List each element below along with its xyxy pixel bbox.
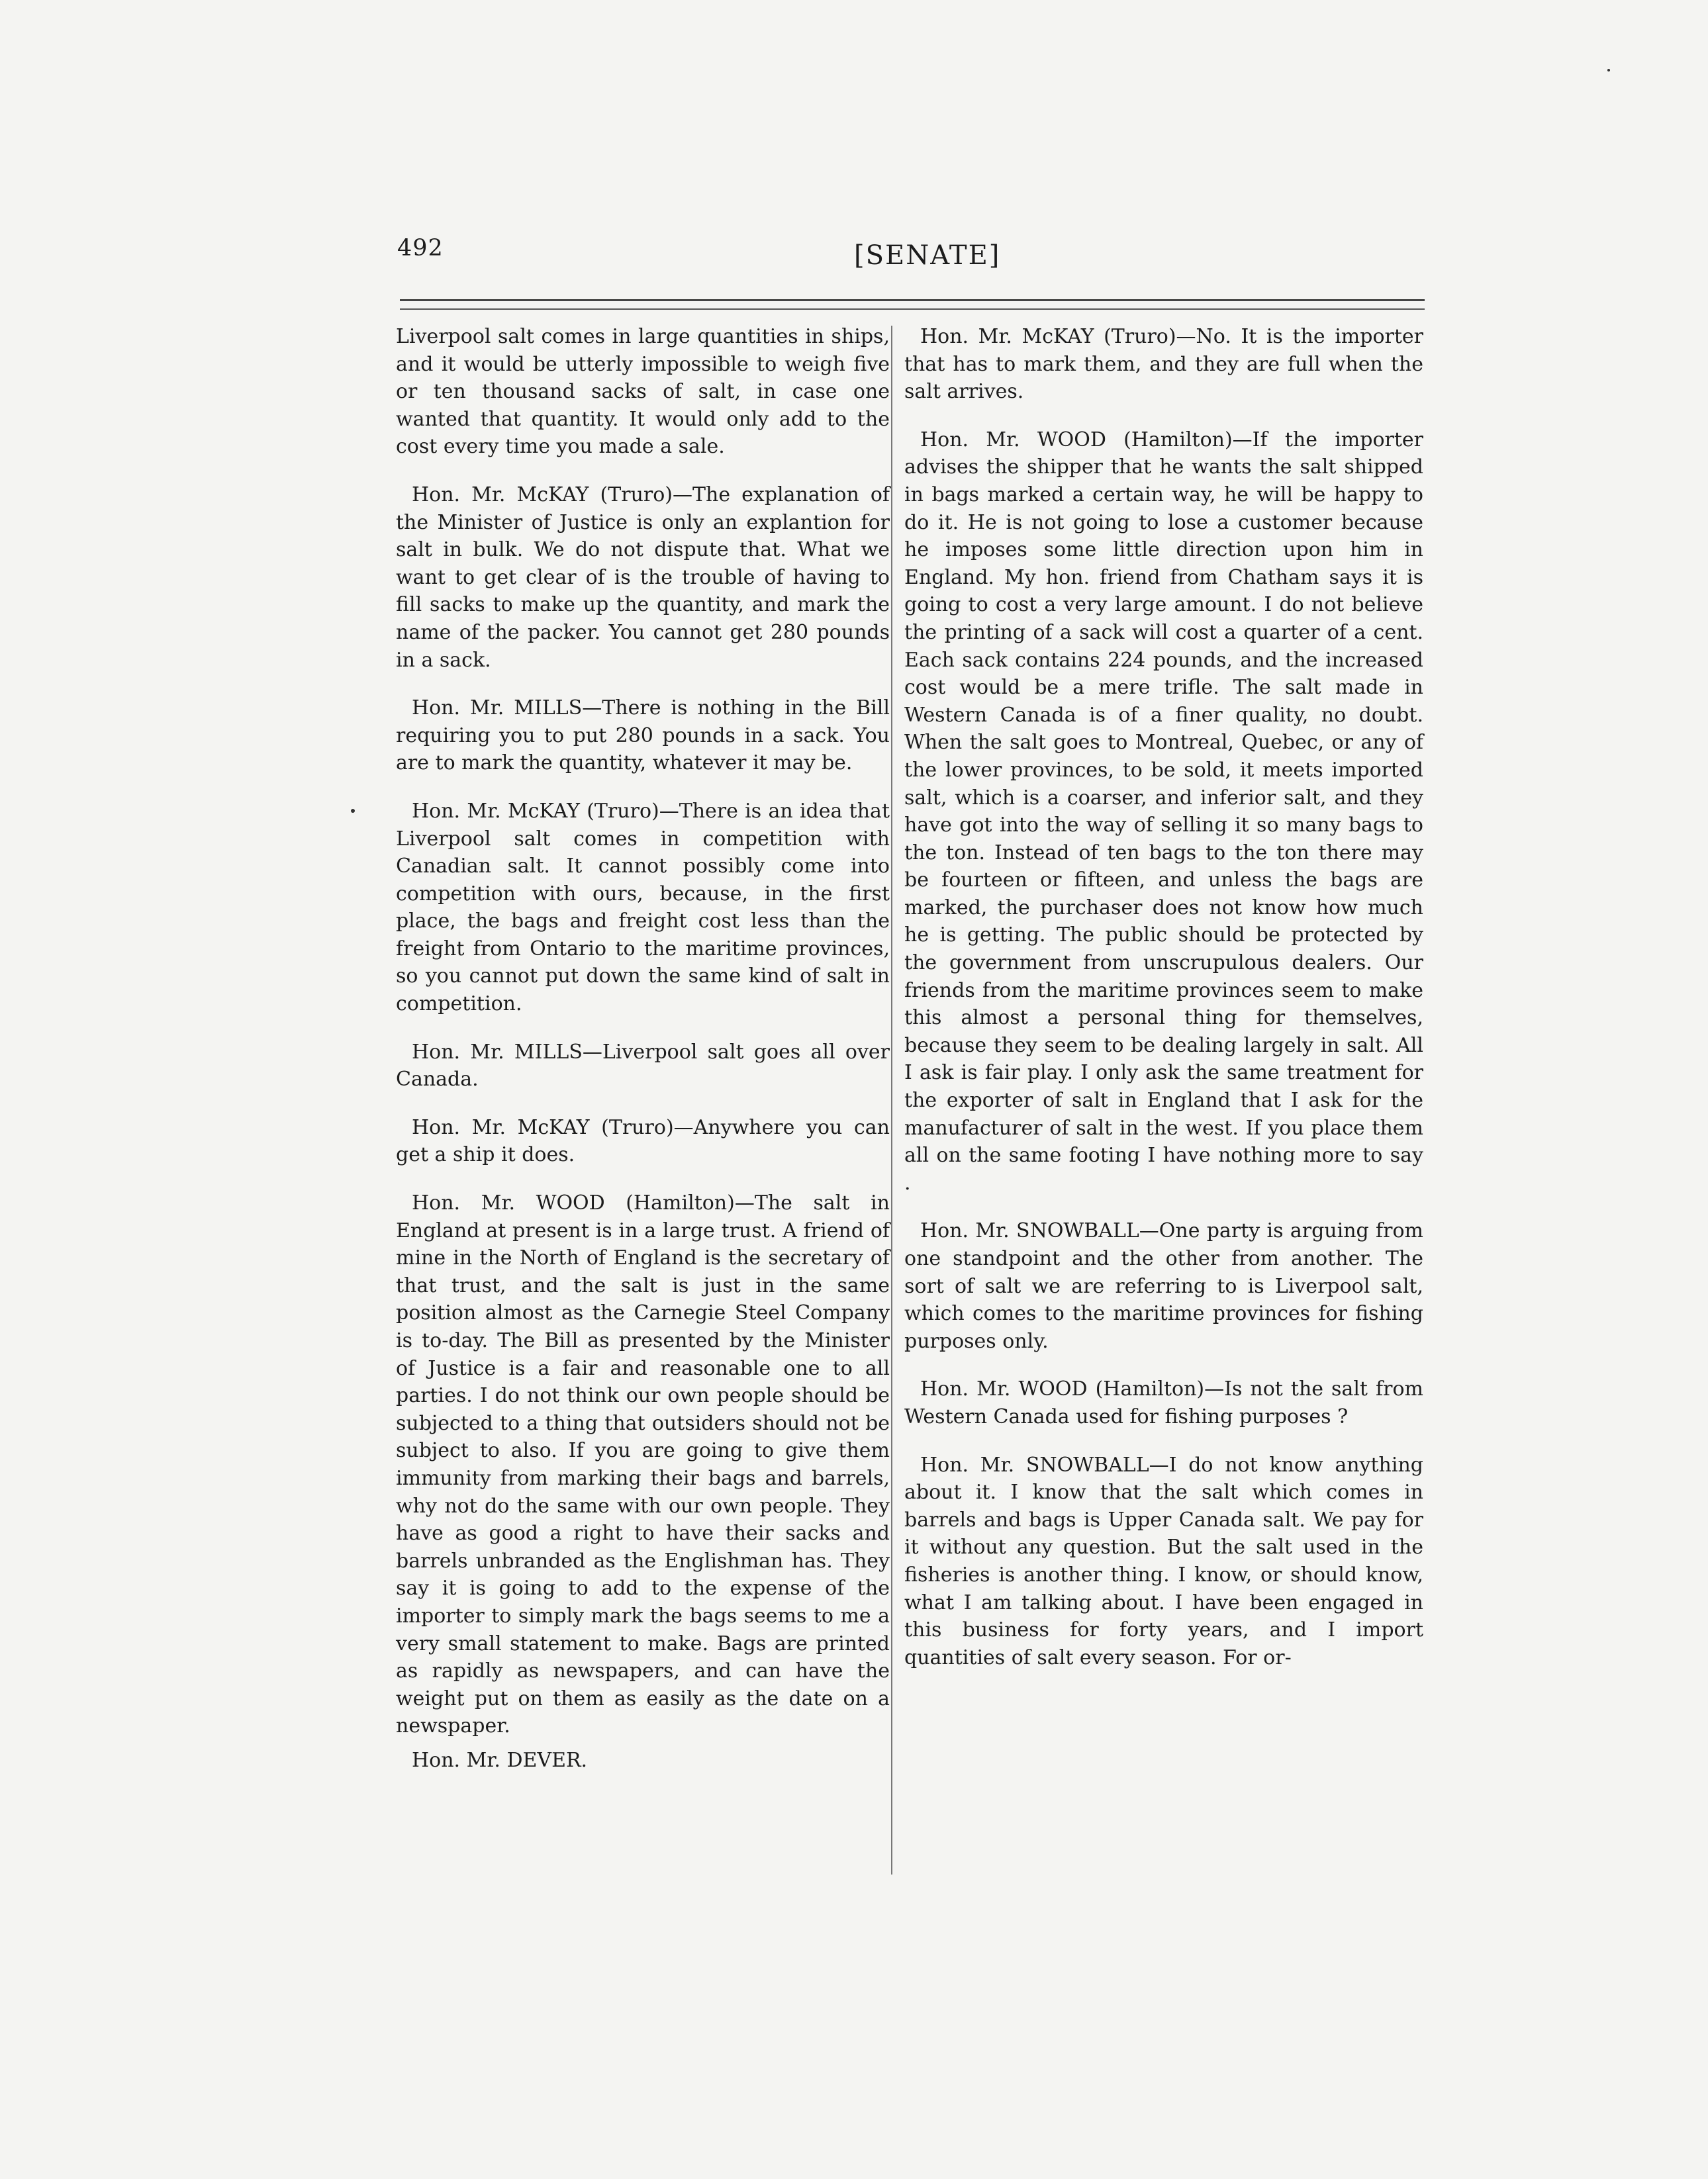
paragraph: Hon. Mr. SNOWBALL—One party is arguing from one standpoint and the other from another. The sort of salt we are referring to is Liverpool salt, which comes to the maritime provinces for fishing purposes only. bbox=[904, 1219, 1423, 1353]
header-rule-thin bbox=[400, 308, 1425, 310]
paragraph: Hon. Mr. McKAY (Truro)—There is an idea that Liverpool salt comes in competition with Canadian salt. It cannot possibly come into competition with ours, because, in the first place, the bags and freight cost less than the freight from Ontario to the maritime provinces, so you cannot put down the same kind of salt in competition. bbox=[396, 799, 890, 1016]
paragraph: Hon. Mr. DEVER. bbox=[412, 1748, 588, 1772]
paragraph: Hon. Mr. McKAY (Truro)—No. It is the importer that has to mark them, and they are full when the salt arrives. bbox=[904, 325, 1423, 404]
paragraph: Hon. Mr. SNOWBALL—I do not know anything about it. I know that the salt which comes in barrels and bags is Upper Canada salt. We pay for it without any question. But the salt used in the fisheries is another thing. I know, or should know, what I am talking about. I have been engaged in this business for forty years, and I import quantities of salt every season. For or- bbox=[904, 1453, 1423, 1669]
page-header bbox=[397, 235, 1423, 275]
paragraph: Hon. Mr. McKAY (Truro)—The explanation of the Minister of Justice is only an explantion for salt in bulk. We do not dispute that. What we want to get clear of is the trouble of having to fill sacks to make up the quantity, and mark the name of the packer. You cannot get 280 pounds in a sack. bbox=[396, 483, 890, 672]
paragraph: Hon. Mr. WOOD (Hamilton)—The salt in England at present is in a large trust. A friend of mine in the North of England is the secretary of that trust, and the salt is just in the same position almost as the Carnegie Steel Company is to-day. The Bill as presented by the Minister of Justice is a fair and reasonable one to all parties. I do not think our own people should be subjected to a thing that outsiders should not be subject to also. If you are going to give them immunity from marking their bags and barrels, why not do the same with our own people. They have as good a right to have their sacks and barrels unbranded as the Englishman has. They say it is going to add to the expense of the importer to simply mark the bags seems to me a very small statement to make. Bags are printed as rapidly as newspapers, and can have the weight put on them as easily as the date on a newspaper. bbox=[396, 1191, 890, 1738]
paragraph: Hon. Mr. WOOD (Hamilton)—Is not the salt from Western Canada used for fishing purposes ? bbox=[904, 1377, 1423, 1428]
left-column bbox=[396, 323, 890, 1795]
page-number: 492 bbox=[397, 235, 444, 261]
paragraph: Hon. Mr. MILLS—There is nothing in the Bill requiring you to put 280 pounds in a sack. You are to mark the quantity, whatever it may be. bbox=[396, 696, 890, 775]
paragraph: Liverpool salt comes in large quantities in ships, and it would be utterly impossible to weigh five or ten thousand sacks of salt, in case one wanted that quantity. It would only add to the cost every time you made a sale. bbox=[396, 325, 890, 459]
paragraph: Hon. Mr. MILLS—Liverpool salt goes all over Canada. bbox=[396, 1040, 890, 1091]
right-column bbox=[904, 323, 1423, 1692]
column-divider bbox=[891, 326, 892, 1875]
paragraph: Hon. Mr. McKAY (Truro)—Anywhere you can get a ship it does. bbox=[396, 1115, 890, 1167]
stray-mark bbox=[1607, 69, 1610, 71]
stray-mark bbox=[351, 809, 355, 813]
paragraph: Hon. Mr. WOOD (Hamilton)—If the importer advises the shipper that he wants the salt shipped in bags marked a certain way, he will be happy to do it. He is not going to lose a customer because he imposes some little direction upon him in England. My hon. friend from Chatham says it is going to cost a very large amount. I do not believe the printing of a sack will cost a quarter of a cent. Each sack contains 224 pounds, and the increased cost would be a mere trifle. The salt made in Western Canada is of a finer quality, no doubt. When the salt goes to Montreal, Quebec, or any of the lower provinces, to be sold, it meets imported salt, which is a coarser, and inferior salt, and they have got into the way of selling it so many bags to the ton. Instead of ten bags to the ton there may be fourteen or fifteen, and unless the bags are marked, the purchaser does not know how much he is getting. The public should be protected by the government from unscrupulous dealers. Our friends from the maritime provinces seem to make this almost a personal thing for themselves, because they seem to be dealing largely in salt. All I ask is fair play. I only ask the same treatment for the exporter of salt in England that I ask for the manufacturer of salt in the west. If you place them all on the same footing I have nothing more to say . bbox=[904, 428, 1423, 1195]
running-head: [SENATE] bbox=[854, 240, 1001, 271]
header-rule-thick bbox=[400, 299, 1425, 301]
